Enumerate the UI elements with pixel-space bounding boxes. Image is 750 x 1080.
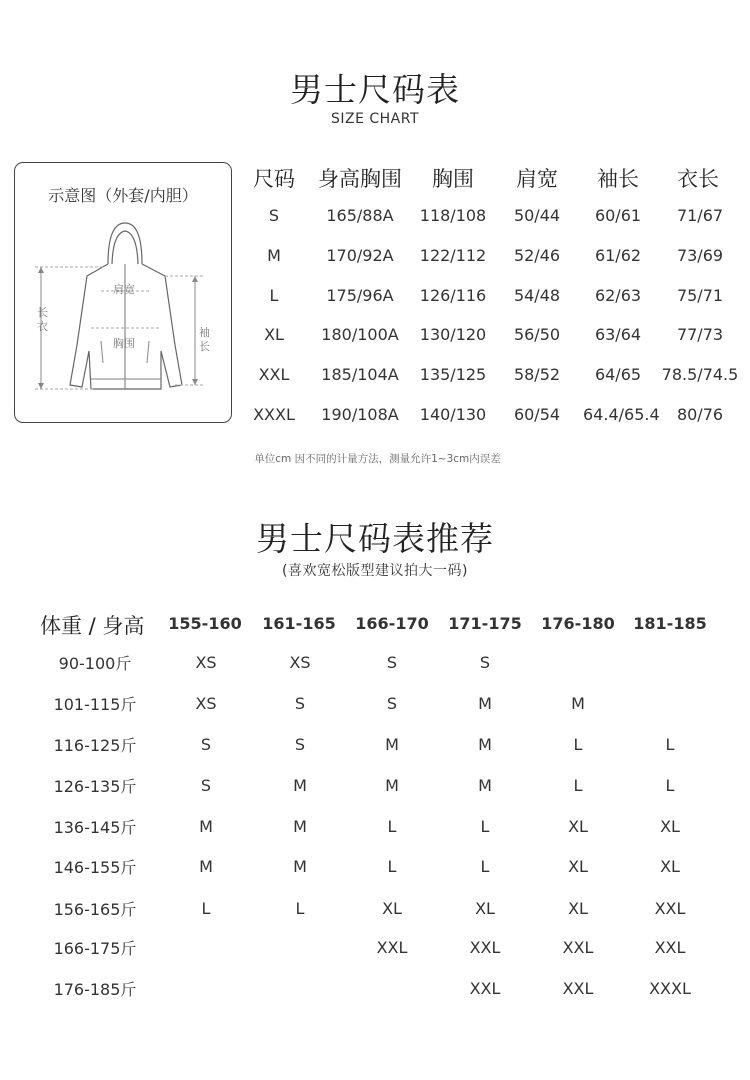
length-label: 长衣 xyxy=(37,306,48,333)
height-header: 171-175 xyxy=(448,614,522,633)
recommended-size-cell: L xyxy=(387,857,397,876)
chest-cell: 122/112 xyxy=(419,246,487,265)
weight-height-header: 体重 / 身高 xyxy=(40,614,145,638)
recommended-size-cell: XL xyxy=(660,817,680,836)
size-cell: XXXL xyxy=(253,405,295,424)
recommended-size-cell: L xyxy=(480,817,490,836)
chest-cell: 130/120 xyxy=(419,325,487,344)
recommended-size-cell: L xyxy=(665,735,675,754)
recommended-size-cell: XXL xyxy=(469,979,501,998)
shoulder-cell: 60/54 xyxy=(513,405,561,424)
recommended-size-cell: M xyxy=(199,857,213,876)
recommended-size-cell: S xyxy=(386,694,398,713)
chest-cell: 118/108 xyxy=(419,206,487,225)
shoulder-header: 肩宽 xyxy=(516,167,558,191)
height-header: 176-180 xyxy=(541,614,615,633)
sleeve-header: 袖长 xyxy=(597,167,639,191)
recommended-size-cell: XXL xyxy=(376,938,408,957)
height-chest-header: 身高胸围 xyxy=(318,167,402,191)
recommended-size-cell: L xyxy=(295,899,305,918)
sleeve-cell: 64/65 xyxy=(594,365,642,384)
recommended-size-cell: L xyxy=(665,776,675,795)
recommended-size-cell: S xyxy=(200,776,212,795)
weight-label: 126-135斤 xyxy=(53,777,137,796)
size-cell: L xyxy=(269,286,279,305)
recommended-size-cell: M xyxy=(385,776,399,795)
weight-label: 176-185斤 xyxy=(53,980,137,999)
weight-label: 101-115斤 xyxy=(53,695,137,714)
shoulder-cell: 50/44 xyxy=(513,206,561,225)
sleeve-cell: 64.4/65.4 xyxy=(583,405,660,424)
height-header: 166-170 xyxy=(355,614,429,633)
recommended-size-cell: XS xyxy=(195,694,217,713)
measurement-note: 单位cm 因不同的计量方法，测量允许1~3cm内误差 xyxy=(254,453,501,465)
recommended-size-cell: XL xyxy=(382,899,402,918)
recommended-size-cell: XXL xyxy=(654,899,686,918)
size-cell: S xyxy=(268,206,280,225)
height-chest-cell: 170/92A xyxy=(326,246,394,265)
shoulder-cell: 52/46 xyxy=(513,246,561,265)
height-chest-cell: 165/88A xyxy=(326,206,394,225)
recommended-size-cell: M xyxy=(385,735,399,754)
height-header: 181-185 xyxy=(633,614,707,633)
recommended-size-cell: XS xyxy=(289,653,311,672)
size-cell: XXL xyxy=(258,365,290,384)
recommended-size-cell: M xyxy=(293,817,307,836)
height-chest-cell: 175/96A xyxy=(326,286,394,305)
recommended-size-cell: L xyxy=(387,817,397,836)
recommended-size-cell: M xyxy=(478,694,492,713)
shoulder-cell: 56/50 xyxy=(513,325,561,344)
diagram-caption: 示意图（外套/内胆） xyxy=(48,186,198,205)
chest-cell: 140/130 xyxy=(419,405,487,424)
recommended-size-cell: L xyxy=(480,857,490,876)
page-subtitle: SIZE CHART xyxy=(330,111,420,127)
length-cell: 78.5/74.5 xyxy=(661,365,739,384)
chest-cell: 135/125 xyxy=(419,365,487,384)
recommended-size-cell: S xyxy=(294,735,306,754)
recommend-title: 男士尺码表推荐 xyxy=(256,519,494,558)
recommended-size-cell: M xyxy=(293,776,307,795)
sleeve-cell: 62/63 xyxy=(594,286,642,305)
height-chest-cell: 185/104A xyxy=(321,365,399,384)
recommended-size-cell: XXL xyxy=(562,979,594,998)
shoulder-cell: 58/52 xyxy=(513,365,561,384)
length-cell: 77/73 xyxy=(676,325,724,344)
sleeve-cell: 63/64 xyxy=(594,325,642,344)
recommended-size-cell: M xyxy=(478,735,492,754)
length-cell: 71/67 xyxy=(676,206,724,225)
weight-label: 156-165斤 xyxy=(53,900,137,919)
weight-label: 146-155斤 xyxy=(53,858,137,877)
chest-header: 胸围 xyxy=(432,167,474,191)
recommended-size-cell: S xyxy=(294,694,306,713)
length-cell: 73/69 xyxy=(676,246,724,265)
recommended-size-cell: XL xyxy=(568,817,588,836)
height-chest-cell: 180/100A xyxy=(321,325,399,344)
height-header: 155-160 xyxy=(168,614,242,633)
sleeve-cell: 60/61 xyxy=(594,206,642,225)
chest-label: 胸围 xyxy=(113,337,135,350)
recommended-size-cell: S xyxy=(200,735,212,754)
recommended-size-cell: XXL xyxy=(654,938,686,957)
recommended-size-cell: L xyxy=(573,776,583,795)
sleeve-cell: 61/62 xyxy=(594,246,642,265)
page-title: 男士尺码表 xyxy=(290,70,460,109)
length-cell: 80/76 xyxy=(676,405,724,424)
recommended-size-cell: M xyxy=(478,776,492,795)
jacket-diagram xyxy=(14,162,232,423)
recommended-size-cell: XL xyxy=(568,857,588,876)
size-cell: M xyxy=(267,246,281,265)
height-header: 161-165 xyxy=(262,614,336,633)
recommended-size-cell: S xyxy=(479,653,491,672)
recommended-size-cell: S xyxy=(386,653,398,672)
recommend-subtitle: (喜欢宽松版型建议拍大一码) xyxy=(282,563,468,579)
size-header: 尺码 xyxy=(253,167,295,191)
recommended-size-cell: XL xyxy=(568,899,588,918)
length-cell: 75/71 xyxy=(676,286,724,305)
recommended-size-cell: M xyxy=(293,857,307,876)
shoulder-cell: 54/48 xyxy=(513,286,561,305)
recommended-size-cell: M xyxy=(199,817,213,836)
chest-cell: 126/116 xyxy=(419,286,487,305)
recommended-size-cell: M xyxy=(571,694,585,713)
shoulder-label: 肩宽 xyxy=(113,283,135,296)
weight-label: 136-145斤 xyxy=(53,818,137,837)
recommended-size-cell: XL xyxy=(660,857,680,876)
recommended-size-cell: XL xyxy=(475,899,495,918)
length-header: 衣长 xyxy=(677,167,719,191)
weight-label: 116-125斤 xyxy=(53,736,137,755)
size-cell: XL xyxy=(264,325,284,344)
weight-label: 90-100斤 xyxy=(58,654,132,673)
recommended-size-cell: L xyxy=(201,899,211,918)
recommended-size-cell: XS xyxy=(195,653,217,672)
recommended-size-cell: XXXL xyxy=(649,979,691,998)
weight-label: 166-175斤 xyxy=(53,939,137,958)
recommended-size-cell: XXL xyxy=(562,938,594,957)
height-chest-cell: 190/108A xyxy=(321,405,399,424)
recommended-size-cell: L xyxy=(573,735,583,754)
recommended-size-cell: XXL xyxy=(469,938,501,957)
sleeve-label: 袖长 xyxy=(199,326,210,353)
